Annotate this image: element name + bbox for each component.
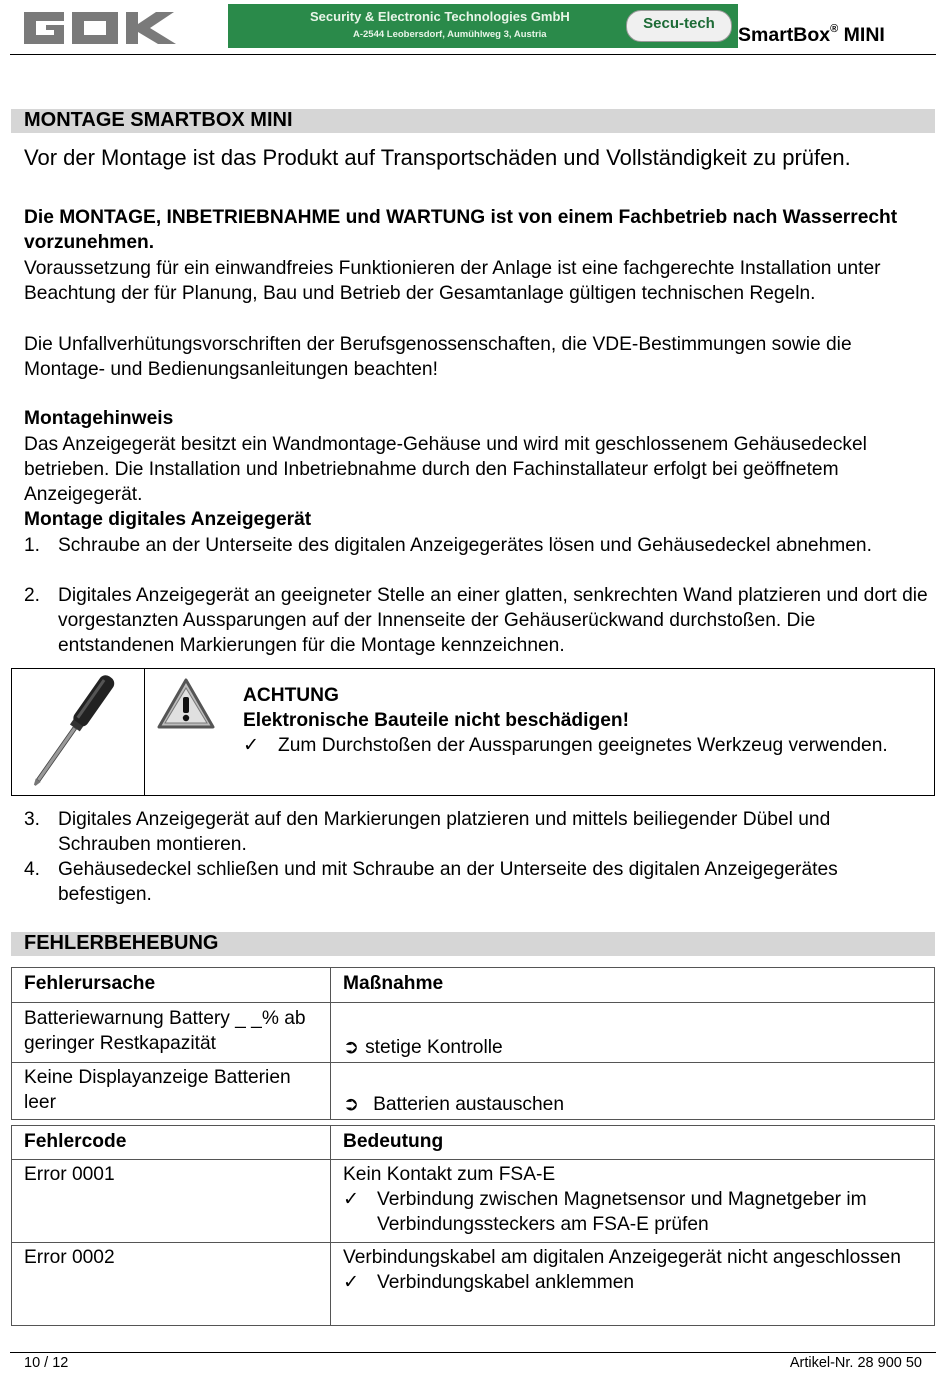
intro-paragraph: Vor der Montage ist das Produkt auf Transportschäden und Vollständigkeit zu prüfen. bbox=[24, 145, 851, 170]
list-number: 4. bbox=[24, 859, 41, 880]
action-text: stetige Kontrolle bbox=[365, 1037, 503, 1058]
header-action: Maßnahme bbox=[331, 968, 935, 1003]
header-cause: Fehlerursache bbox=[12, 968, 331, 1003]
table-row bbox=[12, 1063, 935, 1120]
warning-subtitle: Elektronische Bauteile nicht beschädigen! bbox=[243, 710, 629, 731]
header-code: Fehlercode bbox=[12, 1126, 331, 1160]
table-row bbox=[12, 1243, 935, 1326]
section-title: FEHLERBEHEBUNG bbox=[24, 932, 219, 954]
page-number: 10 / 12 bbox=[24, 1355, 69, 1371]
product-name: SmartBox bbox=[738, 24, 831, 46]
check-item bbox=[343, 1270, 922, 1295]
meaning-cell bbox=[331, 1243, 935, 1326]
arrow-icon: ➲ bbox=[343, 1037, 360, 1058]
meaning-text: Verbindungskabel am digitalen Anzeigegerät nicht angeschlossen bbox=[343, 1247, 901, 1268]
screwdriver-icon bbox=[22, 669, 122, 795]
company-banner bbox=[228, 4, 738, 48]
company-address: A-2544 Leobersdorf, Aumühlweg 3, Austria bbox=[353, 29, 547, 40]
list-number: 3. bbox=[24, 809, 41, 830]
code-cell: Error 0002 bbox=[12, 1243, 331, 1326]
check-item bbox=[343, 1187, 922, 1237]
section-bar-fehler bbox=[11, 932, 935, 956]
company-name: Security & Electronic Technologies GmbH bbox=[310, 9, 570, 24]
article-number: Artikel-Nr. 28 900 50 bbox=[789, 1355, 922, 1371]
table-header-row bbox=[12, 968, 935, 1003]
header-rule bbox=[10, 54, 936, 55]
warning-divider bbox=[144, 669, 145, 795]
section-bar-montage bbox=[11, 109, 935, 133]
check-text: Verbindungskabel anklemmen bbox=[377, 1272, 635, 1293]
registered-mark: ® bbox=[830, 22, 839, 35]
warning-item: Zum Durchstoßen der Aussparungen geeignetes Werkzeug verwenden. bbox=[278, 735, 888, 756]
requirements-paragraph: Voraussetzung für ein einwandfreies Funktionieren der Anlage ist eine fachgerechte Installation unter Beachtung der für Planung, Bau und Betrieb der Gesamtanlage gültigen technischen Regeln. bbox=[24, 258, 881, 304]
cause-cell: Batteriewarnung Battery _ _% ab geringer Restkapazität bbox=[12, 1003, 331, 1063]
action-text: Batterien austauschen bbox=[373, 1094, 565, 1115]
check-icon: ✓ bbox=[343, 1272, 360, 1293]
header-meaning: Bedeutung bbox=[331, 1126, 935, 1160]
warning-triangle-icon bbox=[156, 677, 216, 731]
table-row bbox=[12, 1003, 935, 1063]
check-icon: ✓ bbox=[243, 735, 260, 756]
list-text: Digitales Anzeigegerät an geeigneter Stelle an einer glatten, senkrechten Wand platzieren und dort die vorgestanzten Aussparungen auf der Innenseite der Gehäuserückwand durchstoßen. Die entstandenen Markierungen für die Montage kennzeichnen. bbox=[58, 585, 928, 656]
check-text: Verbindung zwischen Magnetsensor und Magnetgeber im Verbindungssteckers am FSA-E prüfen bbox=[377, 1189, 867, 1235]
gok-logo bbox=[22, 8, 202, 48]
hint-title: Montagehinweis bbox=[24, 408, 174, 429]
safety-paragraph: Die Unfallverhütungsvorschriften der Berufsgenossenschaften, die VDE-Bestimmungen sowie die Montage- und Bedienungsanleitungen beachten! bbox=[24, 334, 852, 380]
error-code-table bbox=[11, 1125, 935, 1326]
list-text: Digitales Anzeigegerät auf den Markierungen platzieren und mittels beiliegender Dübel und Schrauben montieren. bbox=[58, 809, 831, 855]
cause-cell: Keine Displayanzeige Batterien leer bbox=[12, 1063, 331, 1120]
list-text: Gehäusedeckel schließen und mit Schraube an der Unterseite des digitalen Anzeigegerätes befestigen. bbox=[58, 859, 838, 905]
hint-text: Das Anzeigegerät besitzt ein Wandmontage-Gehäuse und wird mit geschlossenem Gehäusedeckel betrieben. Die Installation und Inbetriebnahme durch den Fachinstallateur erfolgt bei geöffnetem Anzeigegerät. bbox=[24, 434, 867, 505]
table-header-row bbox=[12, 1126, 935, 1160]
meaning-text: Kein Kontakt zum FSA-E bbox=[343, 1164, 556, 1185]
section-title: MONTAGE SMARTBOX MINI bbox=[24, 109, 293, 131]
list-text: Schraube an der Unterseite des digitalen Anzeigegerätes lösen und Gehäusedeckel abnehmen. bbox=[58, 535, 872, 556]
meaning-cell bbox=[331, 1160, 935, 1243]
cause-table bbox=[11, 967, 935, 1120]
warning-title: ACHTUNG bbox=[243, 685, 339, 706]
action-cell bbox=[331, 1063, 935, 1120]
code-cell: Error 0001 bbox=[12, 1160, 331, 1243]
secutech-logo bbox=[626, 10, 732, 42]
secutech-logo-text: Secu-tech bbox=[643, 15, 715, 32]
product-title bbox=[738, 24, 885, 47]
product-suffix: MINI bbox=[843, 24, 885, 46]
check-icon: ✓ bbox=[343, 1189, 360, 1210]
table-row bbox=[12, 1160, 935, 1243]
bold-notice: Die MONTAGE, INBETRIEBNAHME und WARTUNG ist von einem Fachbetrieb nach Wasserrecht vorzunehmen. bbox=[24, 207, 898, 253]
list-number: 2. bbox=[24, 585, 41, 606]
warning-box bbox=[11, 668, 935, 796]
arrow-icon: ➲ bbox=[343, 1094, 360, 1115]
action-cell bbox=[331, 1003, 935, 1063]
footer-rule bbox=[10, 1352, 936, 1353]
list-number: 1. bbox=[24, 535, 41, 556]
digital-title: Montage digitales Anzeigegerät bbox=[24, 509, 312, 530]
